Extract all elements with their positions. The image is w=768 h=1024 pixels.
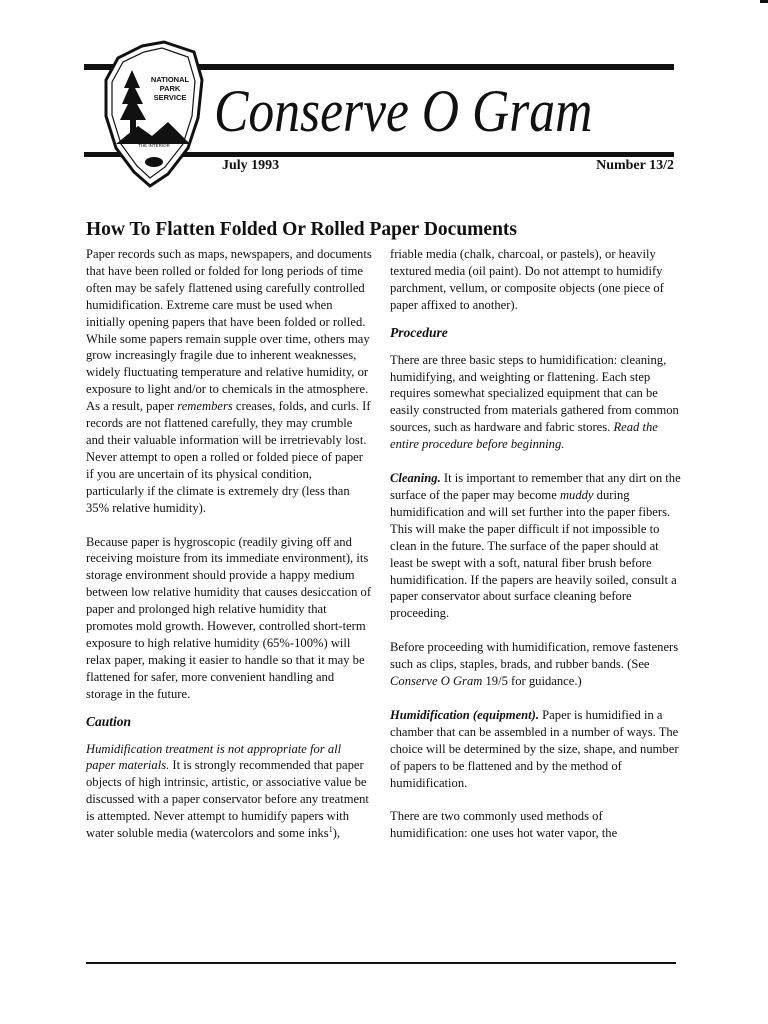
caution-heading: Caution bbox=[86, 713, 132, 729]
caution-paragraph: Humidification treatment is not appropriate for all paper materials. It is strongly recommended that paper objects of high intrinsic, artistic, or associative value be discussed with a paper conservator before any treatment is attempted. Never attempt to humidify papers with water soluble media (watercolors and some inks$^1$), bbox=[86, 741, 369, 841]
hygroscopic-paragraph: Because paper is hygroscopic (readily giving off and receiving moisture from its immediate environment), its storage environment should provide a happy medium between low relative humidity that causes desiccation of paper and prolonged high relative humidity that promotes mold growth. However, controlled short-term exposure to high relative humidity (65%-100%) will relax paper, making it easier to handle so that it may be flattened for safer, more convenient handling and storage in the future. bbox=[86, 534, 372, 701]
badge-dept-line-2: THE INTERIOR bbox=[138, 143, 170, 148]
badge-dept-line-1: DEPARTMENT OF bbox=[134, 137, 174, 142]
issue-date: July 1993 bbox=[222, 158, 280, 173]
right-column bbox=[390, 246, 682, 842]
left-column bbox=[86, 246, 372, 842]
cleaning-paragraph: Cleaning. It is important to remember that any dirt on the surface of the paper may become muddy during humidification and will set further into the paper fibers. This will make the paper difficult if not impossible to clean in the future. The surface of the paper should at least be swept with a soft, natural fiber brush before humidification. If the papers are heavily soiled, consult a paper conservator about surface cleaning before proceeding. bbox=[390, 471, 681, 621]
scan-edge-mark bbox=[760, 0, 768, 3]
media-paragraph: friable media (chalk, charcoal, or pastels), or heavily textured media (oil paint). Do not attempt to humidify parchment, vellum, or composite objects (one piece of paper affixed to another). bbox=[390, 247, 664, 312]
procedure-paragraph: There are three basic steps to humidification: cleaning, humidifying, and weighting or flattening. Each step requires somewhat specialized equipment that can be easily constructed from materials gathered from common sources, such as hardware and fabric stores. Read the entire procedure before beginning. bbox=[390, 352, 679, 452]
newsletter-title: Conserve O Gram bbox=[214, 78, 593, 144]
fasteners-paragraph: Before proceeding with humidification, remove fasteners such as clips, staples, brads, and rubber bands. (See Conserve O Gram 19/5 for guidance.) bbox=[390, 640, 679, 689]
bison-icon bbox=[145, 157, 163, 167]
badge-line-service: SERVICE bbox=[153, 93, 187, 102]
badge-line-park: PARK bbox=[159, 84, 181, 93]
masthead bbox=[84, 40, 674, 190]
intro-paragraph: Paper records such as maps, newspapers, and documents that have been rolled or folded for long periods of time often may be safely flattened using carefully controlled humidification. Extreme care must be used when initially opening papers that have been folded or rolled. While some papers remain supple over time, others may grow increasingly fragile due to inherent weaknesses, widely fluctuating temperature and relative humidity, or exposure to light and/or to chemicals in the atmosphere. As a result, paper remembers creases, folds, and curls. If records are not flattened carefully, they may crumble and their valuable information will be irretrievably lost. Never attempt to open a rolled or folded piece of paper if you are uncertain of its physical condition, particularly if the climate is extremely dry (less than 35% relative humidity). bbox=[86, 247, 372, 515]
footer-rule bbox=[86, 962, 676, 964]
badge-line-national: NATIONAL bbox=[150, 75, 190, 84]
humidification-equipment-paragraph: Humidification (equipment). Paper is humidified in a chamber that can be assembled in a number of ways. The choice will be determined by the size, shape, and number of papers to be flattened and by the method of humidification. bbox=[390, 707, 679, 790]
issue-number: Number 13/2 bbox=[596, 158, 674, 173]
article-title: How To Flatten Folded Or Rolled Paper Documents bbox=[86, 219, 517, 241]
methods-paragraph: There are two commonly used methods of humidification: one uses hot water vapor, the bbox=[390, 809, 618, 841]
nps-arrowhead-logo bbox=[98, 40, 210, 190]
procedure-heading: Procedure bbox=[390, 324, 448, 340]
